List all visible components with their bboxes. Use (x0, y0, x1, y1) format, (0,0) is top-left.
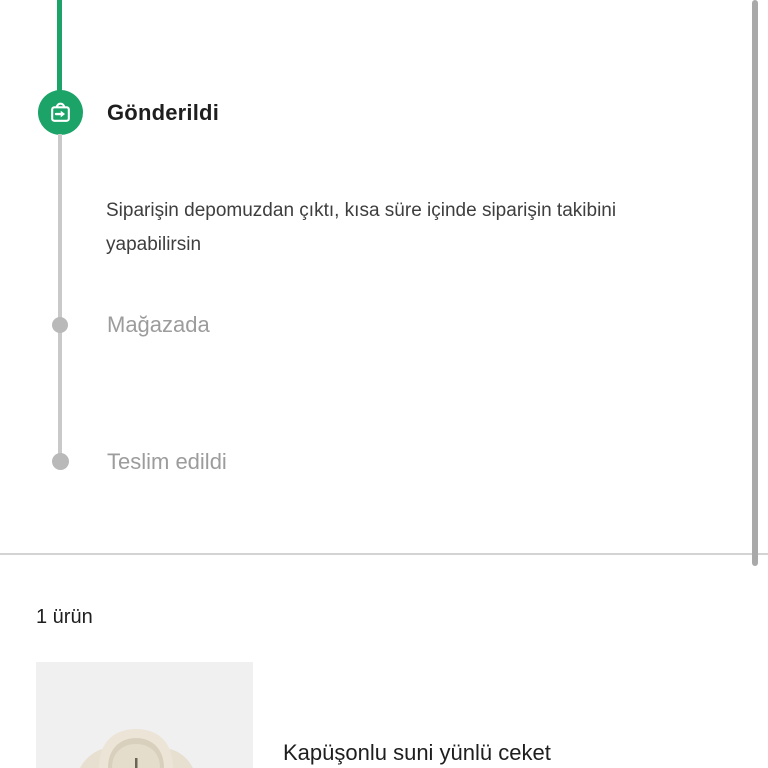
timeline-step-label-delivered: Teslim edildi (107, 449, 227, 474)
timeline-dot-delivered (52, 453, 69, 470)
product-image (36, 662, 253, 768)
section-divider (0, 553, 768, 555)
timeline-step-description: Siparişin depomuzdan çıktı, kısa süre içinde siparişin takibini yapabilirsin (106, 200, 617, 255)
jacket-thumbnail-illustration (36, 662, 253, 768)
timeline-pending-line (58, 134, 62, 464)
timeline-step-label-in-store: Mağazada (107, 312, 210, 337)
timeline-step-label-shipped: Gönderildi (107, 100, 219, 125)
timeline-completed-line (57, 0, 62, 93)
shipped-step-marker (38, 90, 83, 135)
scrollbar-thumb[interactable] (752, 0, 758, 566)
timeline-dot-in-store (52, 317, 68, 333)
product-title: Kapüşonlu suni yünlü ceket (283, 740, 551, 765)
order-items-count: 1 ürün (36, 606, 93, 628)
shipping-bag-arrow-icon (47, 99, 74, 126)
product-card[interactable] (0, 662, 768, 768)
